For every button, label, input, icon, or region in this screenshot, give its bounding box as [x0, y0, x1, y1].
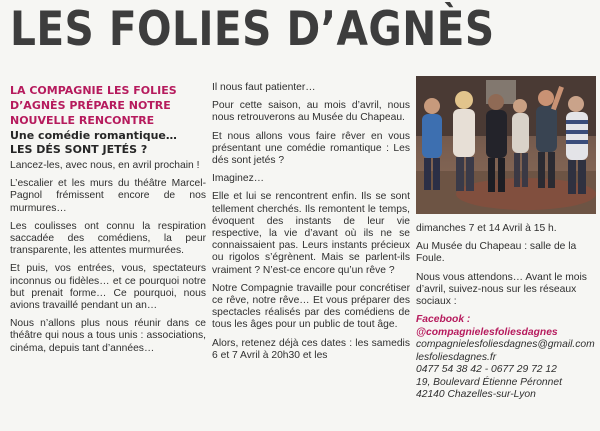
paragraph: Les coulisses ont connu la respiration saccadée des comédiens, la peur transparente, les attentes murmurées.	[10, 220, 206, 257]
article-headline: LA COMPAGNIE LES FOLIES D’AGNÈS PRÉPARE NOTRE NOUVELLE RENCONTRE	[10, 84, 177, 127]
troupe-rehearsal-photo	[416, 76, 596, 214]
contact-phones: 0477 54 38 42 - 0677 29 72 12	[416, 364, 557, 376]
paragraph: L’escalier et les murs du théâtre Marcel-Pagnol frémissent encore de nos murmures…	[10, 178, 206, 214]
paragraph: Au Musée du Chapeau : salle de la Foule.	[416, 241, 577, 265]
column-3	[416, 223, 596, 402]
column-2	[212, 82, 410, 368]
paragraph: Elle et lui se rencontrent enfin. Ils se sont tellement cherchés. Ils remontent le temps, évoquent des instants de leur vie respective, la vie d’avant où ils ne se connaissaient pas. Leurs instants précieux ou rigolos s’égrènent. Mais se parlent-ils vraiment ? N’est-ce encore qu’un rêve ?	[212, 191, 410, 276]
photo-illustration	[416, 76, 596, 214]
contact-website: lesfoliesdagnes.fr	[416, 351, 497, 363]
column-1	[10, 83, 206, 361]
subheading-line-1: Une comédie romantique…	[10, 129, 177, 142]
contact-address-city: 42140 Chazelles-sur-Lyon	[416, 389, 536, 401]
masthead-title: LES FOLIES D’AGNÈS	[10, 2, 495, 57]
paragraph: Lancez-les, avec nous, en avril prochain !	[10, 160, 200, 171]
paragraph: Pour cette saison, au mois d’avril, nous nous retrouverons au Musée du Chapeau.	[212, 100, 410, 124]
facebook-handle: @compagnielesfoliesdagnes	[416, 326, 558, 338]
contact-address-street: 19, Boulevard Étienne Péronnet	[416, 376, 562, 388]
paragraph: Nous vous attendons… Avant le mois d’avril, suivez-nous sur les réseaux sociaux :	[416, 271, 587, 308]
paragraph: Notre Compagnie travaille pour concrétiser ce rêve, notre rêve… Et vous préparer des spectacles réalisés par des comédiens de tous les âges pour un public de tout âge.	[212, 282, 410, 331]
subheading-line-2: LES DÉS SONT JETÉS ?	[10, 143, 148, 156]
paragraph: dimanches 7 et 14 Avril à 15 h.	[416, 223, 557, 234]
facebook-label: Facebook :	[416, 314, 471, 326]
article-subheading	[10, 129, 206, 157]
paragraph: Alors, retenez déjà ces dates : les samedis 6 et 7 Avril à 20h30 et les	[212, 337, 410, 361]
paragraph: Imaginez…	[212, 173, 265, 185]
contact-email: compagnielesfoliesdagnes@gmail.com	[416, 339, 595, 351]
paragraph: Il nous faut patienter…	[212, 82, 316, 93]
paragraph: Et puis, vos entrées, vous, spectateurs inconnus ou fidèles… et ce pourquoi notre but prenait forme… Ce pourquoi, nous avions travaillé pendant un an…	[10, 263, 206, 312]
paragraph: Nous n’allons plus nous réunir dans ce théâtre qui nous a tous unis : associations, cinéma, depuis tant d’années…	[10, 318, 206, 354]
paragraph: Et nous allons vous faire rêver en vous présentant une comédie romantique : Les dés sont jetés ?	[212, 130, 410, 167]
